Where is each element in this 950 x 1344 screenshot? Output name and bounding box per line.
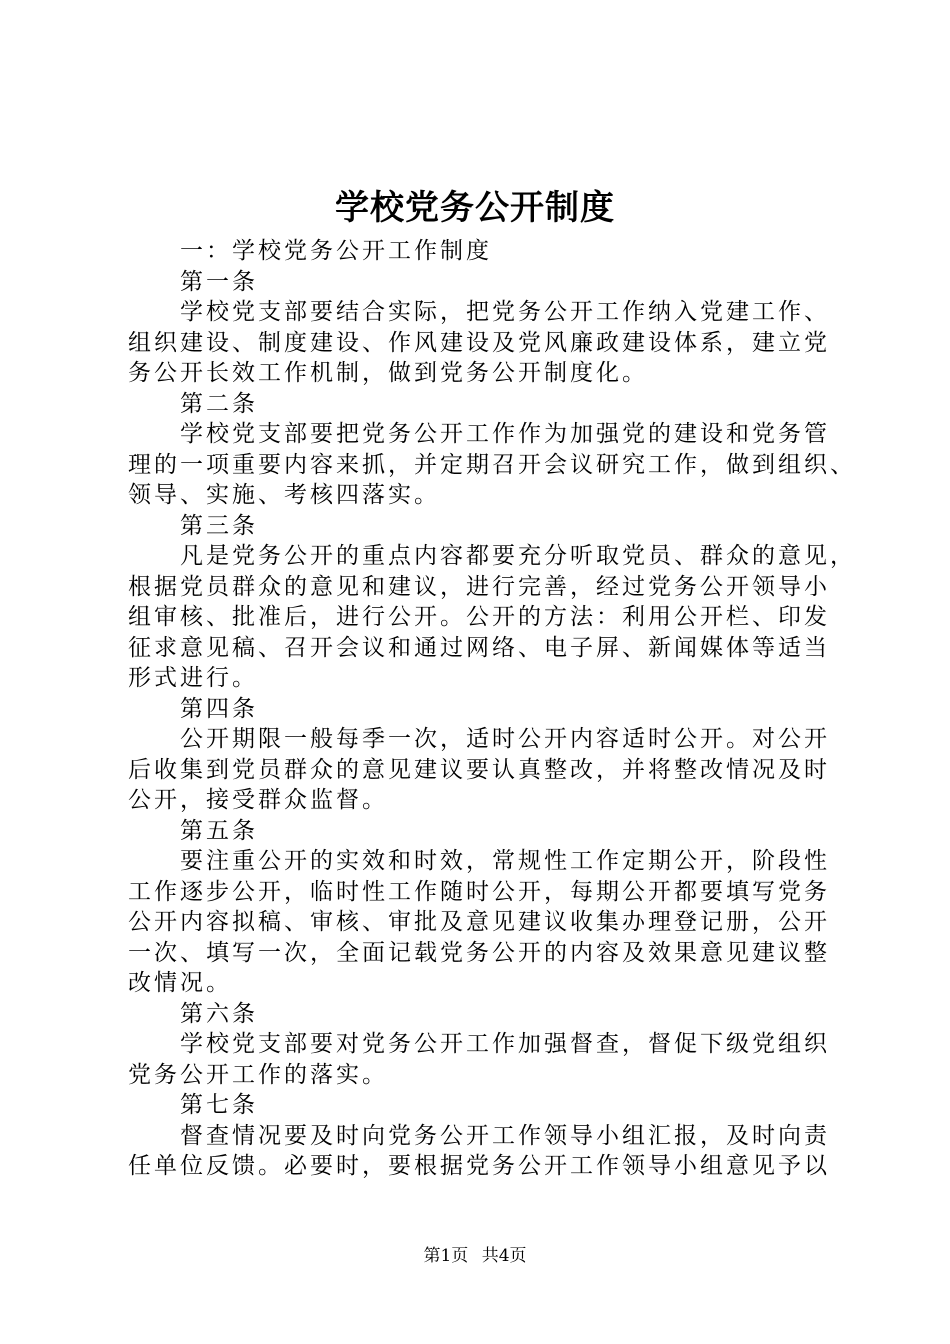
- document-line: 学校党支部要把党务公开工作作为加强党的建设和党务管: [180, 421, 830, 447]
- document-line: 一次、填写一次，全面记载党务公开的内容及效果意见建议整: [128, 939, 830, 966]
- document-body: [128, 236, 856, 1182]
- document-line: 第六条: [180, 1000, 258, 1027]
- document-line: 第一条: [180, 268, 258, 295]
- page-total: 共4页: [481, 1246, 527, 1266]
- page-number: 第1页: [423, 1246, 469, 1266]
- document-line: 第四条: [180, 695, 258, 722]
- document-line: 形式进行。: [128, 665, 258, 691]
- document-line: 第五条: [180, 817, 258, 844]
- document-line: 第三条: [180, 512, 258, 539]
- document-line: 工作逐步公开，临时性工作随时公开，每期公开都要填写党务: [128, 878, 830, 905]
- document-line: 党务公开工作的落实。: [128, 1061, 388, 1088]
- document-line: 务公开长效工作机制，做到党务公开制度化。: [128, 360, 648, 386]
- document-line: 凡是党务公开的重点内容都要充分听取党员、群众的意见，: [180, 543, 856, 569]
- document-line: 学校党支部要对党务公开工作加强督查，督促下级党组织: [180, 1031, 830, 1057]
- page-footer: [0, 1244, 950, 1268]
- document-line: 公开，接受群众监督。: [128, 787, 388, 813]
- document-line: 任单位反馈。必要时，要根据党务公开工作领导小组意见予以: [128, 1153, 830, 1179]
- document-title: 学校党务公开制度: [335, 188, 615, 228]
- document-line: 公开内容拟稿、审核、审批及意见建议收集办理登记册，公开: [128, 909, 830, 935]
- document-line: 学校党支部要结合实际，把党务公开工作纳入党建工作、: [180, 299, 830, 325]
- document-line: 后收集到党员群众的意见建议要认真整改，并将整改情况及时: [128, 756, 830, 783]
- document-line: 要注重公开的实效和时效，常规性工作定期公开，阶段性: [180, 848, 830, 874]
- document-line: 督查情况要及时向党务公开工作领导小组汇报，及时向责: [180, 1122, 830, 1149]
- document-line: 理的一项重要内容来抓，并定期召开会议研究工作，做到组织、: [128, 451, 856, 478]
- document-line: 领导、实施、考核四落实。: [128, 482, 440, 508]
- document-line: 第七条: [180, 1092, 258, 1118]
- document-line: 公开期限一般每季一次，适时公开内容适时公开。对公开: [180, 726, 830, 752]
- document-line: 第二条: [180, 390, 258, 417]
- document-line: 改情况。: [128, 970, 232, 996]
- document-line: 根据党员群众的意见和建议，进行完善，经过党务公开领导小: [128, 573, 830, 600]
- document-line: 组织建设、制度建设、作风建设及党风廉政建设体系，建立党: [128, 329, 830, 356]
- document-line: 征求意见稿、召开会议和通过网络、电子屏、新闻媒体等适当: [128, 634, 830, 661]
- document-line: 组审核、批准后，进行公开。公开的方法：利用公开栏、印发: [128, 604, 830, 630]
- document-line: 一：学校党务公开工作制度: [180, 238, 492, 264]
